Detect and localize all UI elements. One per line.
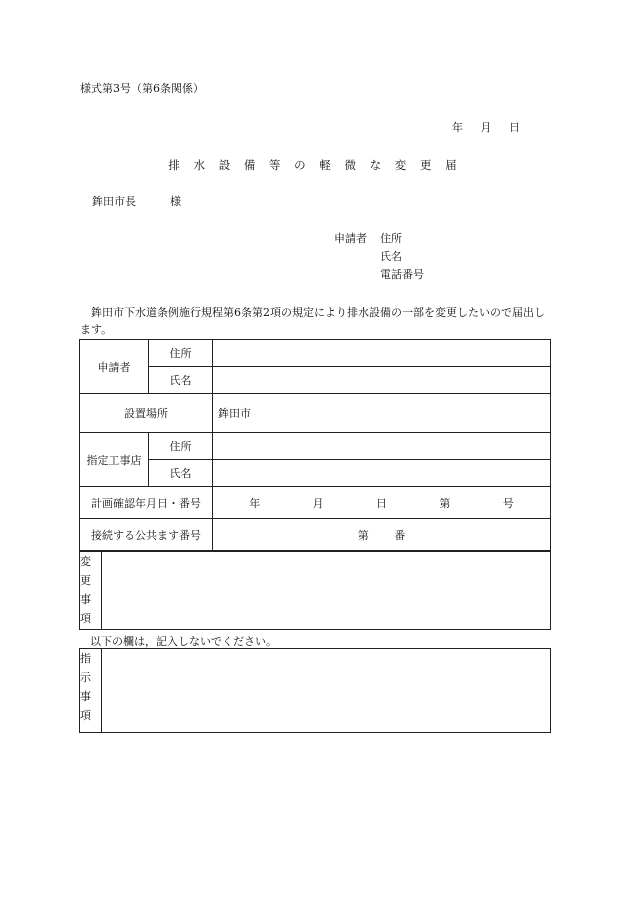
instruction-note: 以下の欄は，記入しないでください。 bbox=[90, 635, 277, 648]
plan-confirmation-label: 計画確認年月日・番号 bbox=[80, 487, 213, 519]
applicant-name-label: 氏名 bbox=[380, 250, 402, 263]
applicant-name-field[interactable] bbox=[213, 367, 551, 394]
applicant-phone-label: 電話番号 bbox=[380, 268, 424, 281]
plan-no-suffix: 号 bbox=[502, 496, 514, 510]
contractor-address-label: 住所 bbox=[149, 433, 213, 460]
form-number-label: 様式第3号（第6条関係） bbox=[80, 82, 204, 95]
instructions-table bbox=[79, 648, 551, 733]
contractor-address-field[interactable] bbox=[213, 433, 551, 460]
date-year: 年 bbox=[452, 121, 463, 134]
applicant-address-field[interactable] bbox=[213, 340, 551, 367]
document-title: 排 水 設 備 等 の 軽 微 な 変 更 届 bbox=[168, 158, 462, 172]
plan-month: 月 bbox=[312, 496, 324, 510]
date-day: 日 bbox=[509, 121, 520, 134]
submission-date bbox=[452, 119, 520, 135]
form-applicant-address-label: 住所 bbox=[149, 340, 213, 367]
contractor-name-label: 氏名 bbox=[149, 460, 213, 487]
form-applicant-label: 申請者 bbox=[80, 340, 149, 394]
applicant-role: 申請者 bbox=[334, 232, 367, 245]
instructions-field bbox=[102, 649, 551, 733]
contractor-name-field[interactable] bbox=[213, 460, 551, 487]
plan-no-prefix: 第 bbox=[439, 496, 451, 510]
applicant-block bbox=[334, 230, 424, 284]
changes-label: 変 更 事 項 bbox=[80, 552, 102, 630]
body-text: 鉾田市下水道条例施行規程第6条第2項の規定により排水設備の一部を変更したいので届出します。 bbox=[80, 306, 545, 336]
plan-confirmation-field[interactable] bbox=[213, 487, 551, 519]
addressee-name: 鉾田市長 bbox=[92, 195, 136, 208]
addressee bbox=[92, 193, 181, 209]
basin-suffix: 番 bbox=[394, 528, 406, 542]
addressee-honorific: 様 bbox=[170, 195, 181, 208]
changes-table bbox=[79, 551, 551, 630]
instructions-label: 指 示 事 項 bbox=[80, 649, 102, 733]
public-basin-label: 接続する公共ます番号 bbox=[80, 519, 213, 551]
plan-year: 年 bbox=[249, 496, 261, 510]
changes-field[interactable] bbox=[102, 552, 551, 630]
basin-prefix: 第 bbox=[357, 528, 369, 542]
site-field[interactable]: 鉾田市 bbox=[213, 394, 551, 433]
form-applicant-name-label: 氏名 bbox=[149, 367, 213, 394]
applicant-address-label: 住所 bbox=[380, 232, 402, 245]
site-label: 設置場所 bbox=[80, 394, 213, 433]
contractor-label: 指定工事店 bbox=[80, 433, 149, 487]
application-form-table bbox=[79, 339, 551, 551]
plan-day: 日 bbox=[375, 496, 387, 510]
date-month: 月 bbox=[480, 121, 492, 134]
public-basin-field[interactable] bbox=[213, 519, 551, 551]
